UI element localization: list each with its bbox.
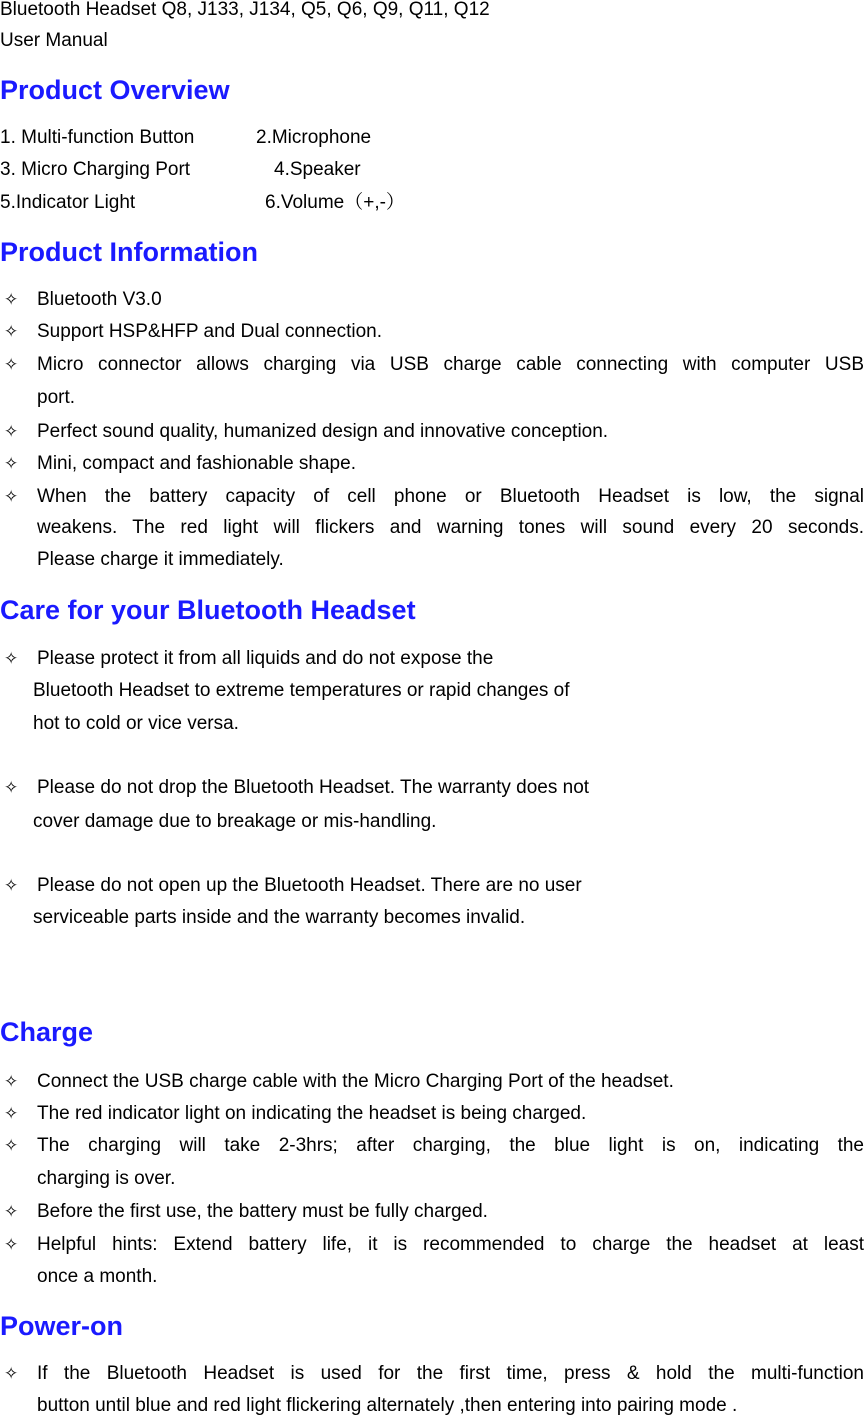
bullet-icon: ✧ [4, 1104, 19, 1123]
document-title: Bluetooth Headset Q8, J133, J134, Q5, Q6, Q9, Q11, Q12 [0, 0, 490, 20]
bullet-icon: ✧ [4, 649, 19, 668]
heading-product-overview: Product Overview [0, 75, 230, 105]
bullet-icon: ✧ [4, 454, 19, 473]
bullet-icon: ✧ [4, 1072, 19, 1091]
document-subtitle: User Manual [0, 30, 108, 51]
list-item: Helpful hints: Extend battery life, it is recommended to charge the headset at least [37, 1234, 864, 1255]
bullet-icon: ✧ [4, 355, 19, 374]
list-item-continuation: cover damage due to breakage or mis-handling. [33, 811, 437, 832]
bullet-icon: ✧ [4, 322, 19, 341]
bullet-icon: ✧ [4, 422, 19, 441]
list-item: The red indicator light on indicating the headset is being charged. [37, 1103, 587, 1124]
bullet-icon: ✧ [4, 876, 19, 895]
list-item-continuation: port. [37, 387, 76, 408]
heading-care: Care for your Bluetooth Headset [0, 595, 416, 625]
list-item: Please do not open up the Bluetooth Headset. There are no user [37, 875, 582, 896]
overview-item: 2.Microphone [256, 127, 372, 148]
bullet-icon: ✧ [4, 1235, 19, 1254]
heading-charge: Charge [0, 1017, 94, 1047]
list-item-continuation: serviceable parts inside and the warranty becomes invalid. [33, 907, 526, 928]
overview-item: 5.Indicator Light [0, 192, 136, 213]
bullet-icon: ✧ [4, 778, 19, 797]
list-item-continuation: hot to cold or vice versa. [33, 713, 239, 734]
bullet-icon: ✧ [4, 290, 19, 309]
bullet-icon: ✧ [4, 1136, 19, 1155]
list-item: When the battery capacity of cell phone or Bluetooth Headset is low, the signal [37, 486, 864, 507]
list-item-continuation: Bluetooth Headset to extreme temperatures or rapid changes of [33, 680, 570, 701]
list-item-continuation: Please charge it immediately. [37, 549, 284, 570]
list-item: Please do not drop the Bluetooth Headset. The warranty does not [37, 777, 590, 798]
list-item: Please protect it from all liquids and do not expose the [37, 648, 494, 669]
overview-item: 1. Multi-function Button [0, 127, 195, 148]
list-item: Bluetooth V3.0 [37, 289, 162, 310]
list-item-continuation: once a month. [37, 1266, 158, 1287]
list-item-continuation: weakens. The red light will flickers and warning tones will sound every 20 seconds. [37, 517, 864, 538]
list-item: Connect the USB charge cable with the Micro Charging Port of the headset. [37, 1071, 674, 1092]
bullet-icon: ✧ [4, 1202, 19, 1221]
overview-item: 4.Speaker [274, 159, 361, 180]
list-item: If the Bluetooth Headset is used for the first time, press & hold the multi-function [37, 1363, 864, 1384]
heading-product-information: Product Information [0, 237, 258, 267]
bullet-icon: ✧ [4, 1364, 19, 1383]
list-item: Mini, compact and fashionable shape. [37, 453, 356, 474]
list-item: Micro connector allows charging via USB charge cable connecting with computer USB [37, 354, 864, 375]
list-item-continuation: charging is over. [37, 1168, 176, 1189]
list-item: Perfect sound quality, humanized design and innovative conception. [37, 421, 609, 442]
overview-item: 3. Micro Charging Port [0, 159, 191, 180]
list-item: Before the first use, the battery must be fully charged. [37, 1201, 488, 1222]
list-item: Support HSP&HFP and Dual connection. [37, 321, 383, 342]
heading-power-on: Power-on [0, 1311, 124, 1341]
bullet-icon: ✧ [4, 487, 19, 506]
overview-item: 6.Volume（+,-） [265, 192, 405, 213]
list-item-continuation: button until blue and red light flickering alternately ,then entering into pairing mode . [37, 1395, 738, 1416]
list-item: The charging will take 2-3hrs; after charging, the blue light is on, indicating the [37, 1135, 864, 1156]
